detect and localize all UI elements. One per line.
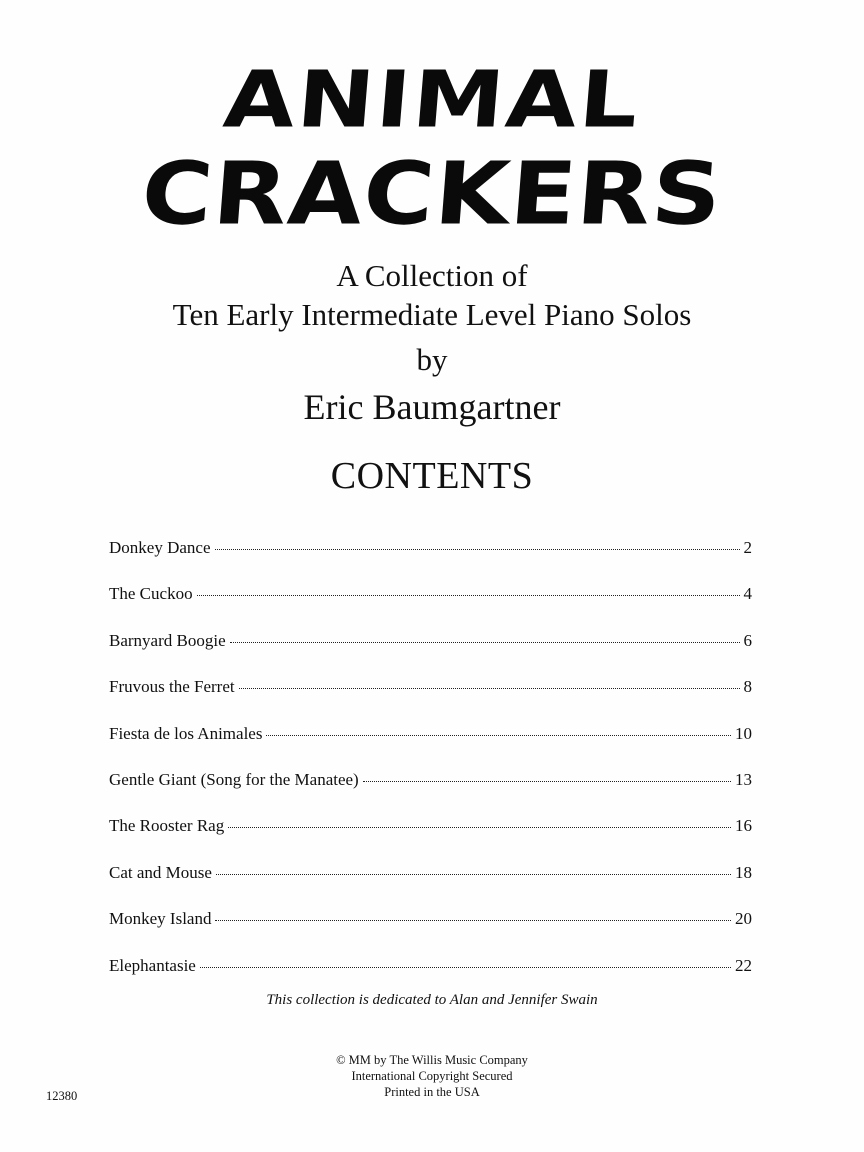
toc-leader-dots [215,549,740,550]
toc-entry-title: The Rooster Rag [109,816,225,836]
toc-entry-page: 13 [735,769,752,789]
toc-entry-page: 2 [743,538,752,557]
toc-entry-page: 18 [735,862,752,882]
copyright-line: Printed in the USA [384,1085,480,1099]
toc-entry-title: Elephantasie [109,955,196,975]
toc-entry-title: Barnyard Boogie [109,630,226,650]
toc-leader-dots [230,642,740,643]
logo-title-line-1: ANIMAL [220,54,644,146]
toc-entry-title: Donkey Dance [109,538,211,557]
toc-entry-title: Fruvous the Ferret [109,677,235,697]
toc-entry [109,770,752,816]
toc-entry-page: 4 [743,584,752,604]
toc-entry-page: 22 [735,955,752,975]
toc-entry-page: 6 [743,630,752,650]
toc-entry-title: Monkey Island [109,909,212,929]
composer-name: Eric Baumgartner [303,387,561,427]
toc-entry-page: 20 [735,909,752,929]
toc-leader-dots [363,781,731,782]
toc-entry [109,584,752,630]
toc-leader-dots [200,967,731,968]
toc-entry [109,909,752,955]
toc-leader-dots [197,595,740,596]
toc-entry [109,863,752,909]
catalog-number: 12380 [46,1089,78,1103]
table-of-contents [109,538,752,1002]
toc-entry-page: 10 [735,723,752,743]
logo-title-line-2: CRACKERS [138,143,726,245]
toc-leader-dots [266,735,731,736]
toc-leader-dots [228,827,731,828]
toc-entry-page: 8 [743,677,752,697]
subtitle-line-2: Ten Early Intermediate Level Piano Solos [172,297,692,332]
toc-entry-title: Fiesta de los Animales [109,723,263,743]
toc-entry-title: Cat and Mouse [109,862,212,882]
contents-heading: CONTENTS [330,455,534,497]
by-line: by [416,342,448,377]
copyright-line: © MM by The Willis Music Company [336,1053,528,1067]
toc-entry [109,538,752,584]
copyright-notice [0,1052,864,1100]
toc-entry-title: The Cuckoo [109,584,193,604]
toc-leader-dots [215,920,731,921]
copyright-line: International Copyright Secured [351,1069,513,1083]
toc-entry [109,631,752,677]
subtitle-line-1: A Collection of [336,258,528,293]
toc-entry-title: Gentle Giant (Song for the Manatee) [109,769,359,789]
toc-entry [109,724,752,770]
toc-entry [109,677,752,723]
toc-leader-dots [216,874,731,875]
toc-leader-dots [239,688,740,689]
toc-entry-page: 16 [735,816,752,836]
dedication: This collection is dedicated to Alan and Jennifer Swain [266,992,598,1008]
toc-entry [109,816,752,862]
